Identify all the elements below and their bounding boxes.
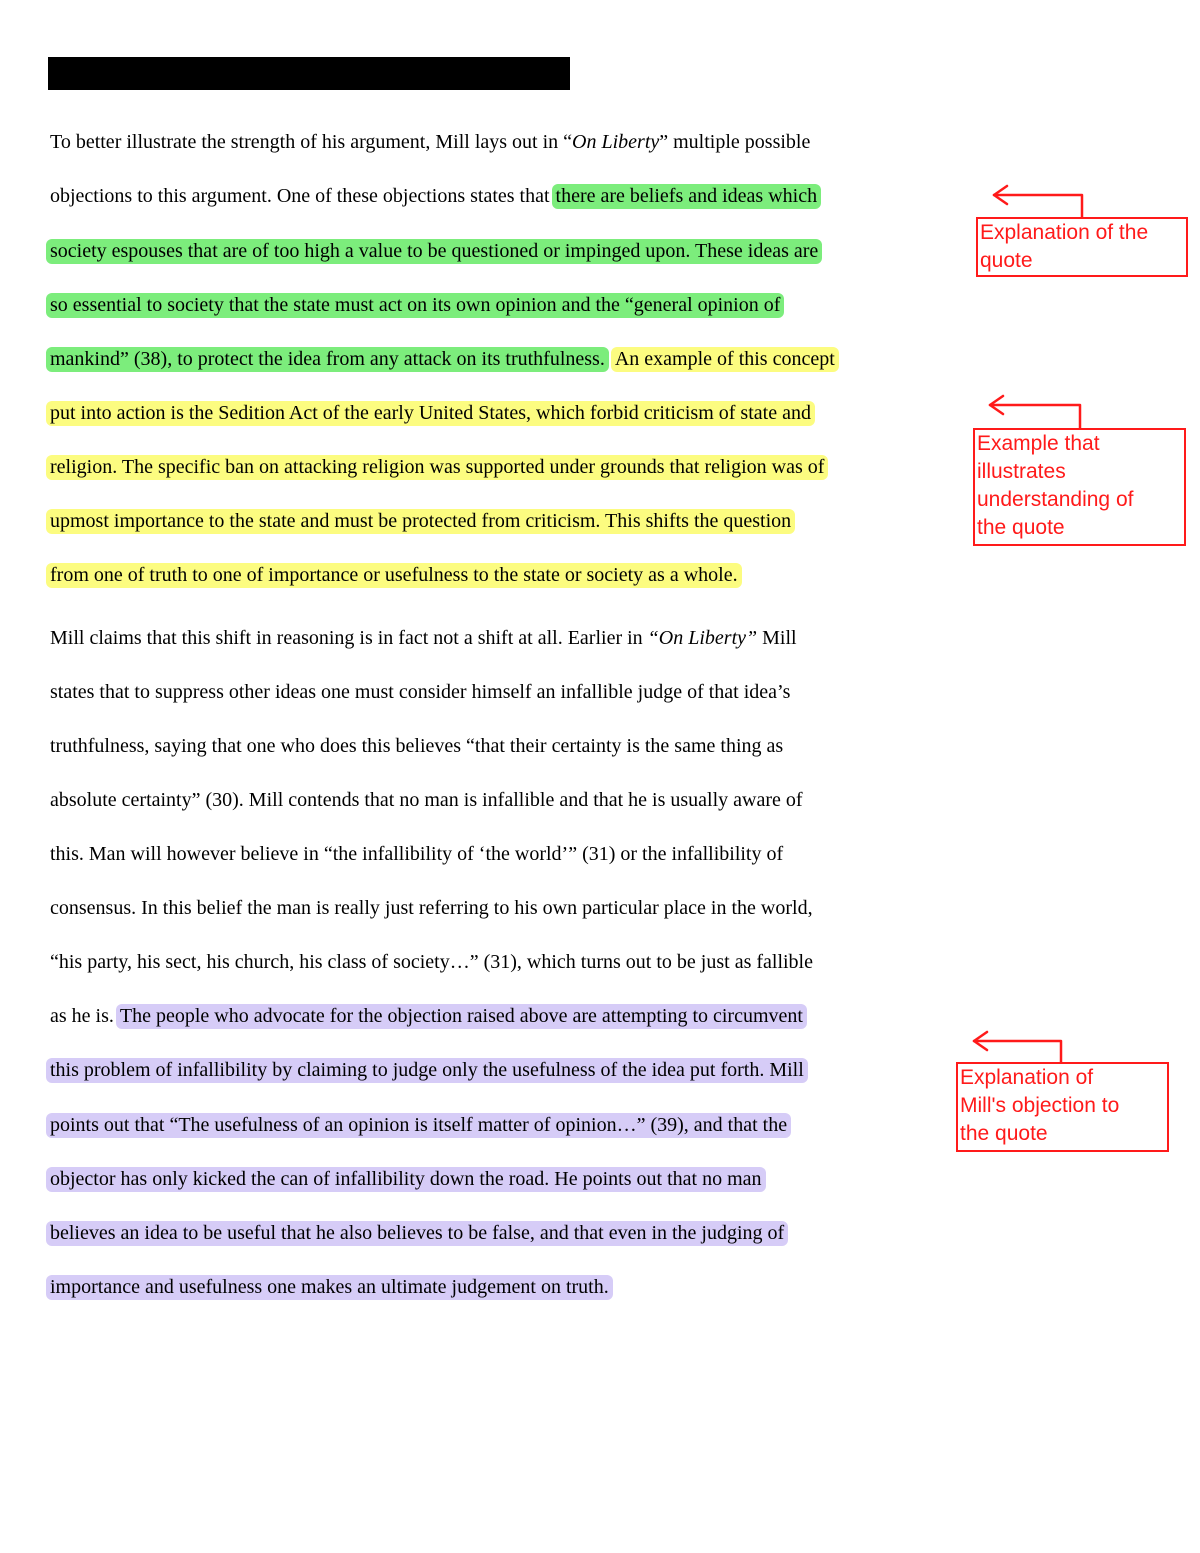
highlight-yellow: from one of truth to one of importance or usefulness to the state or society as a whole. xyxy=(46,563,742,588)
highlight-purple: this problem of infallibility by claiming to judge only the usefulness of the idea put forth. Mill xyxy=(46,1058,808,1083)
annotation-box-3: Explanation of Mill's objection to the quote xyxy=(956,1062,1169,1152)
para2-line8: as he is. The people who advocate for the objection raised above are attempting to circumvent xyxy=(50,1002,807,1030)
arrow-left-icon-1 xyxy=(994,186,1082,217)
para2-line4: absolute certainty” (30). Mill contends that no man is infallible and that he is usually aware of xyxy=(50,789,803,811)
annotation-box-2: Example that illustrates understanding of the quote xyxy=(973,428,1186,546)
highlight-yellow: religion. The specific ban on attacking religion was supported under grounds that religion was of xyxy=(46,455,828,480)
para2-line3: truthfulness, saying that one who does this believes “that their certainty is the same thing as xyxy=(50,735,784,757)
para2-line7: “his party, his sect, his church, his class of society…” (31), which turns out to be just as fallible xyxy=(50,951,813,973)
highlight-green: society espouses that are of too high a value to be questioned or impinged upon. These ideas are xyxy=(46,239,822,264)
arrow-left-icon-2 xyxy=(990,396,1080,428)
highlight-purple: importance and usefulness one makes an ultimate judgement on truth. xyxy=(46,1275,613,1300)
highlight-yellow: upmost importance to the state and must be protected from criticism. This shifts the question xyxy=(46,509,795,534)
highlight-purple: points out that “The usefulness of an opinion is itself matter of opinion…” (39), and that the xyxy=(46,1113,791,1138)
highlight-green: so essential to society that the state must act on its own opinion and the “general opinion of xyxy=(46,293,784,318)
highlight-purple: believes an idea to be useful that he also believes to be false, and that even in the judging of xyxy=(46,1221,788,1246)
highlight-yellow: put into action is the Sedition Act of the early United States, which forbid criticism of state and xyxy=(46,401,815,426)
annotation-box-1: Explanation of the quote xyxy=(976,217,1188,277)
highlight-green: there are beliefs and ideas which xyxy=(552,184,822,209)
para2-line2: states that to suppress other ideas one must consider himself an infallible judge of that idea’s xyxy=(50,681,791,703)
highlight-purple: objector has only kicked the can of infallibility down the road. He points out that no man xyxy=(46,1167,766,1192)
highlight-green: mankind” (38), to protect the idea from any attack on its truthfulness. xyxy=(46,347,609,372)
para1-line2: objections to this argument. One of these objections states that there are beliefs and ideas which xyxy=(50,182,821,210)
para1-line1: To better illustrate the strength of his argument, Mill lays out in “On Liberty” multiple possible xyxy=(50,131,811,153)
para2-line6: consensus. In this belief the man is really just referring to his own particular place in the world, xyxy=(50,897,813,919)
para2-line5: this. Man will however believe in “the infallibility of ‘the world’” (31) or the infallibility of xyxy=(50,843,784,865)
highlight-yellow: An example of this concept xyxy=(611,347,839,372)
para2-line1: Mill claims that this shift in reasoning is in fact not a shift at all. Earlier in “On Liberty” Mill xyxy=(50,627,797,649)
highlight-purple: The people who advocate for the objection raised above are attempting to circumvent xyxy=(116,1004,807,1029)
arrow-left-icon-3 xyxy=(974,1032,1061,1062)
